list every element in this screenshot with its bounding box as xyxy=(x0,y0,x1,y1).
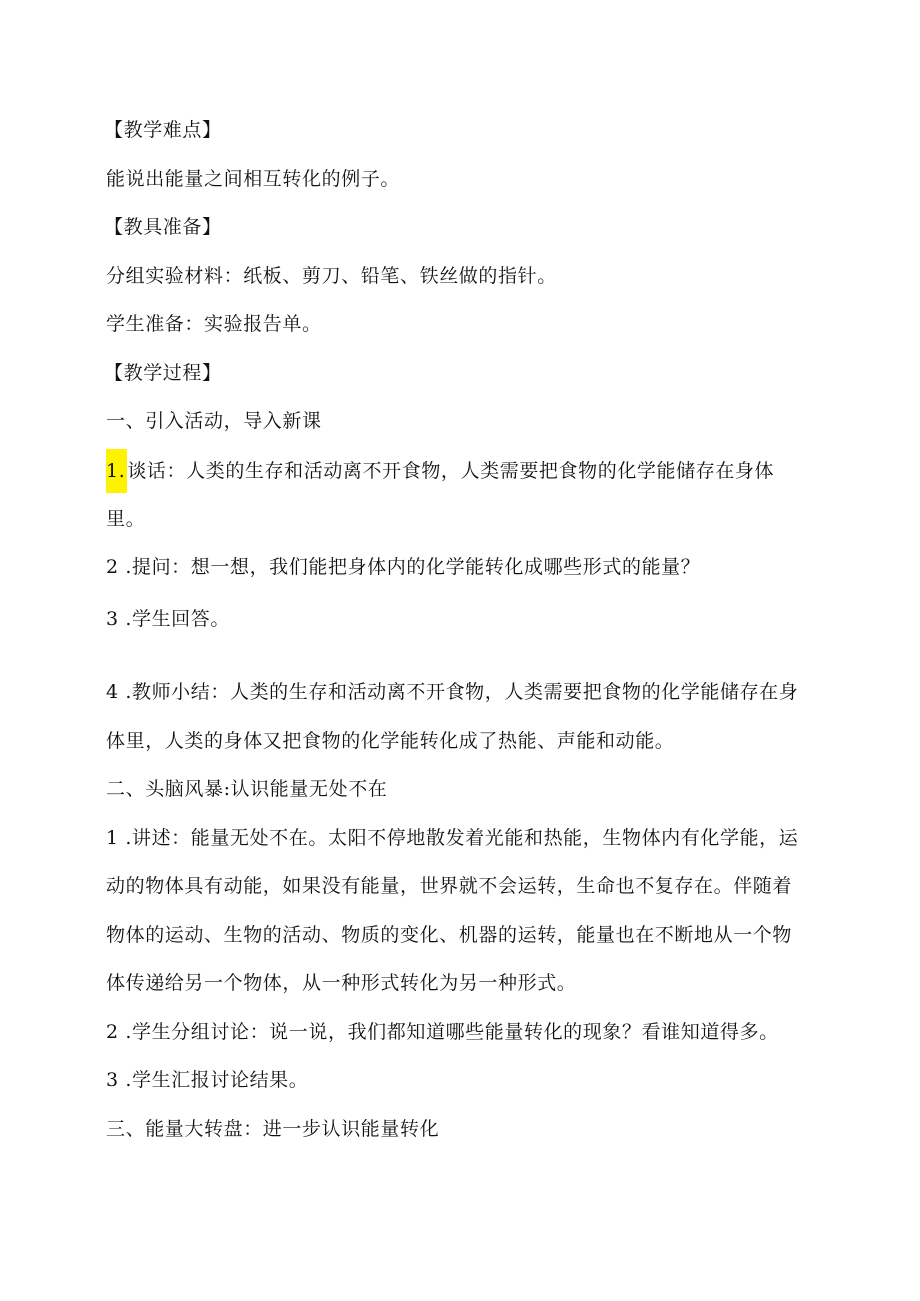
process-heading: 【教学过程】 xyxy=(104,362,222,384)
part2-title: 二、头脑风暴:认识能量无处不在 xyxy=(106,778,388,800)
prep-group-materials: 分组实验材料：纸板、剪刀、铅笔、铁丝做的指针。 xyxy=(106,265,557,287)
part1-item1-text: 谈话：人类的生存和活动离不开食物，人类需要把食物的化学能储存在身体 xyxy=(127,460,775,482)
part1-item4: 4 .教师小结：人类的生存和活动离不开食物，人类需要把食物的化学能储存在身 xyxy=(106,681,799,703)
difficulty-text: 能说出能量之间相互转化的例子。 xyxy=(106,168,401,190)
part2-item1-cont3: 体传递给另一个物体，从一种形式转化为另一种形式。 xyxy=(106,972,577,994)
part1-item1-cont: 里。 xyxy=(106,508,146,530)
part1-item1 xyxy=(106,459,826,493)
part1-title: 一、引入活动，导入新课 xyxy=(106,410,322,432)
part1-item3: 3 .学生回答。 xyxy=(106,608,230,630)
prep-student: 学生准备：实验报告单。 xyxy=(106,313,322,335)
part1-item4-cont: 体里，人类的身体又把食物的化学能转化成了热能、声能和动能。 xyxy=(106,730,675,752)
part2-item1: 1 .讲述：能量无处不在。太阳不停地散发着光能和热能，生物体内有化学能，运 xyxy=(106,827,799,849)
part2-item1-cont2: 物体的运动、生物的活动、物质的变化、机器的运转，能量也在不断地从一个物 xyxy=(106,924,793,946)
part1-item2: 2 .提问：想一想，我们能把身体内的化学能转化成哪些形式的能量？ xyxy=(106,556,701,578)
prep-heading: 【教具准备】 xyxy=(104,216,222,238)
part2-item3: 3 .学生汇报讨论结果。 xyxy=(106,1069,309,1091)
highlighted-number: 1. xyxy=(106,449,127,493)
part2-item2: 2 .学生分组讨论：说一说，我们都知道哪些能量转化的现象？看谁知道得多。 xyxy=(106,1021,779,1043)
part2-item1-cont1: 动的物体具有动能，如果没有能量，世界就不会运转，生命也不复存在。伴随着 xyxy=(106,875,793,897)
difficulty-heading: 【教学难点】 xyxy=(104,119,222,141)
part3-title: 三、能量大转盘：进一步认识能量转化 xyxy=(106,1118,440,1140)
